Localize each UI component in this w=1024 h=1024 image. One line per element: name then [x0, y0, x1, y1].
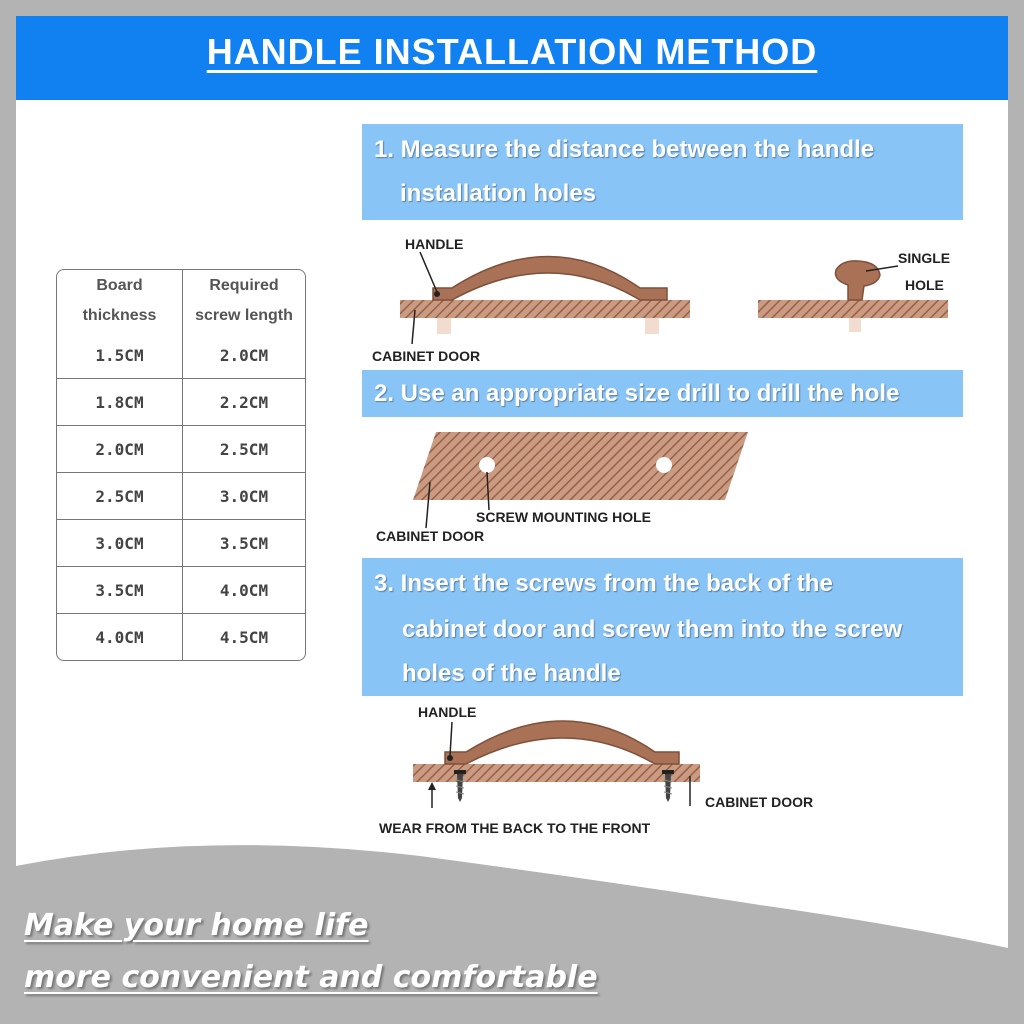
- screw-length-cell: 3.0CM: [183, 473, 305, 520]
- label-hole: HOLE: [905, 277, 944, 293]
- cabinet-board-2: [413, 432, 748, 500]
- label-screw-mounting-hole: SCREW MOUNTING HOLE: [476, 509, 651, 525]
- screw-length-cell: 2.5CM: [183, 426, 305, 473]
- label-handle-3: HANDLE: [418, 704, 477, 720]
- handle-shape-3: [445, 721, 679, 764]
- screw-hole-right: [656, 457, 672, 473]
- board-thickness-cell: 3.0CM: [57, 520, 183, 567]
- cabinet-board-knob: [758, 300, 948, 318]
- board-thickness-cell: 4.0CM: [57, 614, 183, 660]
- label-cabinet-door-3: CABINET DOOR: [705, 794, 814, 810]
- knob-shape: [836, 261, 881, 300]
- screw-head-1b: [645, 318, 659, 334]
- step-3-text-line-2: cabinet door and screw them into the screw: [402, 616, 903, 643]
- label-single: SINGLE: [898, 250, 951, 266]
- screw-hole-left: [479, 457, 495, 473]
- step-2-text: 2. Use an appropriate size drill to drill the hole: [374, 380, 900, 407]
- handle-diagram-1: [400, 252, 690, 344]
- screw-length-cell: 4.5CM: [219, 627, 269, 647]
- board-thickness-cell: 1.8CM: [57, 379, 183, 426]
- header-board-thickness: Board thickness: [57, 270, 183, 332]
- footer-slogan-line-1: Make your home life: [24, 908, 369, 943]
- screw-length-cell: 4.0CM: [183, 567, 305, 614]
- handle-shape-1: [433, 257, 667, 301]
- screw-length-cell: 3.5CM: [183, 520, 305, 567]
- screw-length-cell: 2.0CM: [183, 332, 305, 379]
- page-title: HANDLE INSTALLATION METHOD: [206, 31, 818, 72]
- board-thickness-cell: 3.5CM: [57, 567, 183, 614]
- label-wear-back-front: WEAR FROM THE BACK TO THE FRONT: [379, 820, 651, 836]
- knob-diagram: [758, 261, 948, 332]
- board-thickness-cell: 2.0CM: [57, 426, 183, 473]
- footer-slogan-line-2: more convenient and comfortable: [24, 960, 598, 995]
- label-handle-1: HANDLE: [405, 236, 464, 252]
- handle-diagram-3: [413, 721, 700, 808]
- board-thickness-cell: 1.5CM: [57, 332, 183, 379]
- label-cabinet-door-1: CABINET DOOR: [372, 348, 481, 364]
- cabinet-board-1: [400, 300, 690, 318]
- label-cabinet-door-2: CABINET DOOR: [376, 528, 485, 544]
- screw-head-1a: [437, 318, 451, 334]
- board-thickness-cell: 2.5CM: [57, 473, 183, 520]
- screw-length-cell: 2.2CM: [183, 379, 305, 426]
- step-1-text-line-1: 1. Measure the distance between the handle: [374, 136, 875, 163]
- step-3-text-line-1: 3. Insert the screws from the back of the: [374, 570, 833, 597]
- header-screw-length: Required screw length: [195, 277, 293, 324]
- step-3-text-line-3: holes of the handle: [402, 660, 621, 687]
- step-1-text-line-2: installation holes: [400, 180, 597, 207]
